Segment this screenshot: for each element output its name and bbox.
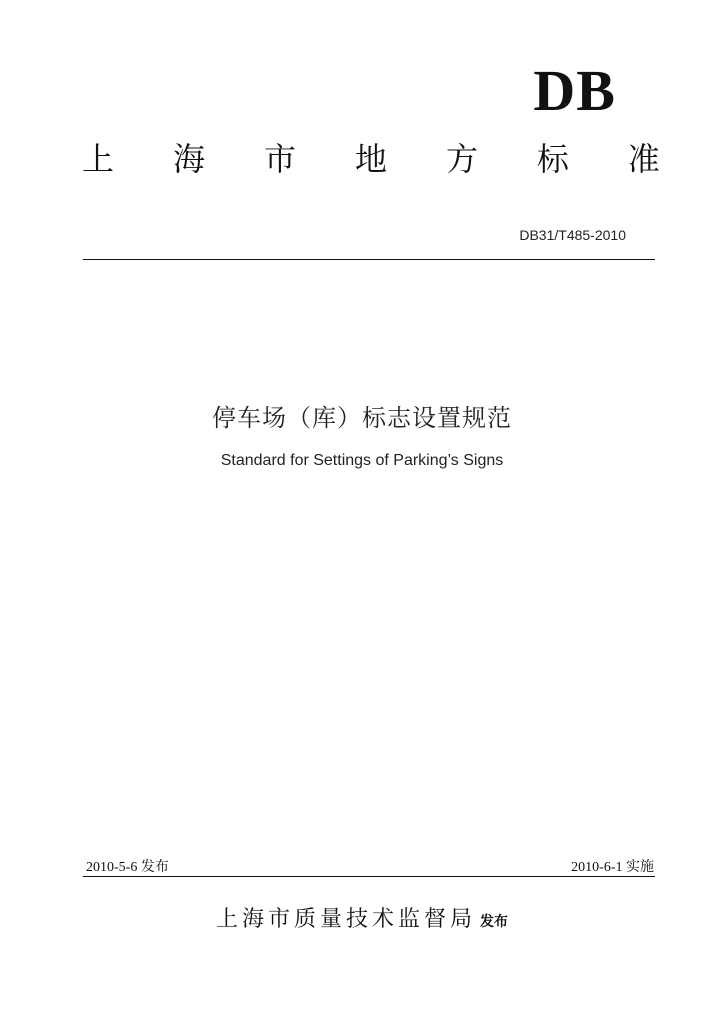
standard-type-char: 方 xyxy=(445,140,478,178)
standard-type-char: 标 xyxy=(536,140,569,178)
standard-type-char: 准 xyxy=(627,140,660,178)
standard-type-char: 上 xyxy=(82,140,115,178)
implementation-date: 2010-6-1 实施 xyxy=(571,860,654,875)
db-logo: DB xyxy=(533,58,616,123)
document-title-english: Standard for Settings of Parking’s Signs xyxy=(220,452,504,469)
standard-type-char: 地 xyxy=(354,140,387,178)
standard-code: DB31/T485-2010 xyxy=(519,227,626,243)
standard-type-heading xyxy=(82,140,660,178)
document-title-chinese: 停车场（库）标志设置规范 xyxy=(212,404,512,432)
issue-date: 2010-5-6 发布 xyxy=(86,860,169,875)
publisher-line xyxy=(0,902,724,933)
footer-divider xyxy=(83,876,655,877)
header-divider xyxy=(83,259,655,260)
standard-type-char: 市 xyxy=(263,140,296,178)
publisher-name: 上海市质量技术监督局 xyxy=(215,907,476,932)
standard-type-char: 海 xyxy=(172,140,205,178)
publish-word: 发布 xyxy=(480,914,508,930)
